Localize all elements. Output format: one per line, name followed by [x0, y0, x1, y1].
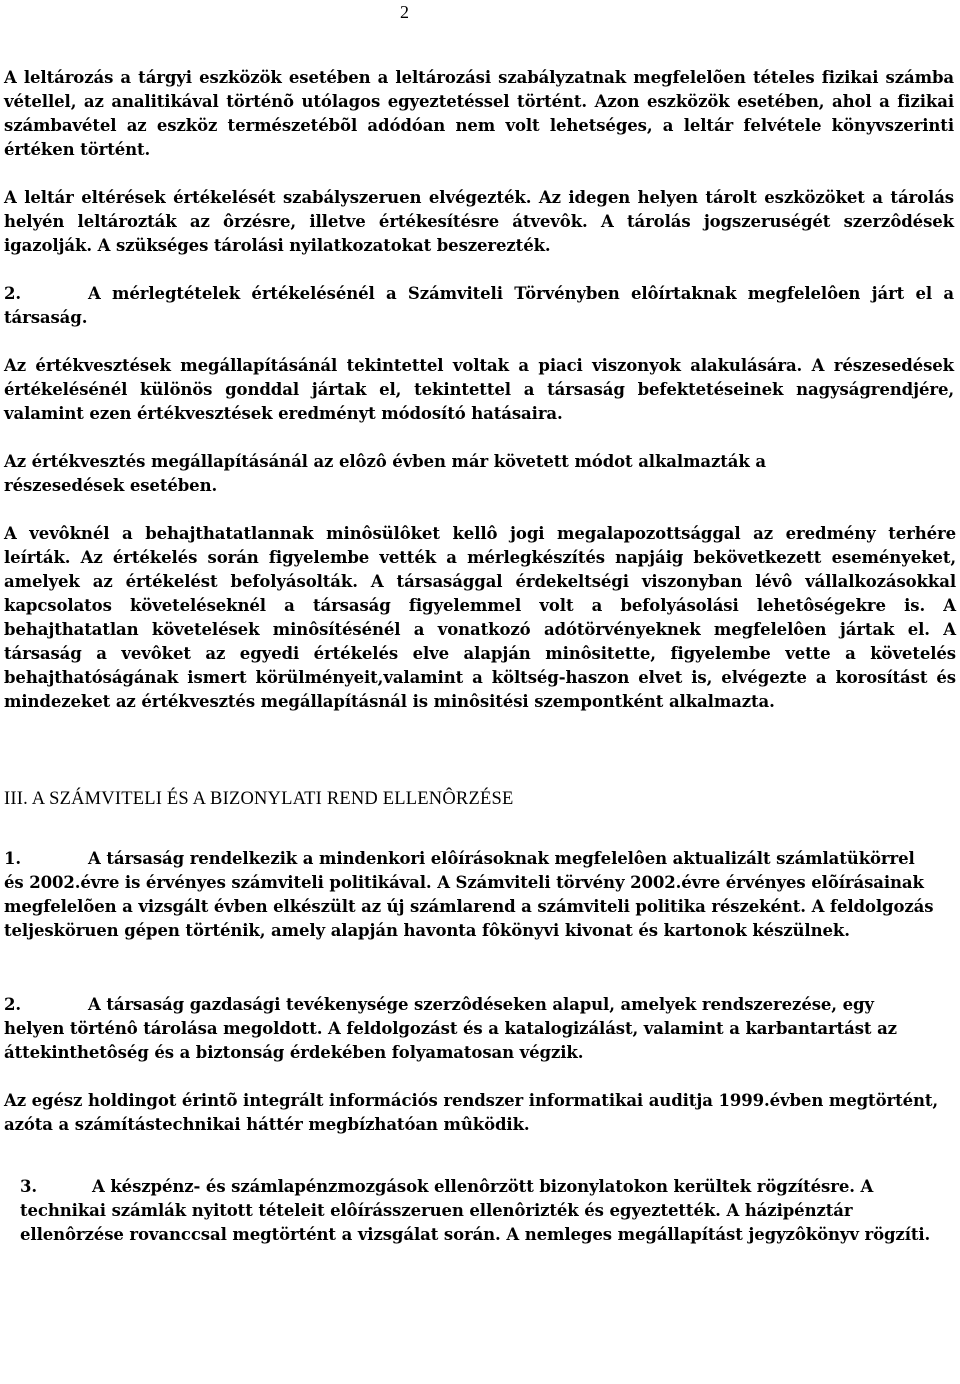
paragraph-chart-of-accounts — [4, 847, 934, 943]
paragraph-inventory: A leltározás a tárgyi eszközök esetében a leltározási szabályzatnak megfelelõen tételes fizikai számba vétellel, az analitikával történõ utólagos egyeztetéssel történt. Azon eszközök esetében, ahol a fizikai számbavétel az eszköz természetébõl adódóan nem volt lehetséges, a leltár felvétele könyvszerinti értéken történt. — [4, 68, 954, 159]
paragraph-contracts — [4, 993, 934, 1065]
document-body — [4, 66, 954, 1247]
paragraph-receivables: A vevôknél a behajthatatlannak minôsülôket kellô jogi megalapozottsággal az eredmény terhére leírták. Az értékelés során figyelembe vették a mérlegkészítés napjáig bekövetkezett eseményeket, amelyek az értékelést befolyásolták. A társasággal érdekeltségi viszonyban lévô vállalkozásokkal kapcsolatos követeléseknél a társaság figyelemmel volt a befolyásolási lehetôségekre is. A behajthatatlan követelések minôsítésénél a vonatkozó adótörvényeknek megfelelôen jártak el. A társaság a vevôket az egyedi értékelés elve alapján minôsitette, figyelembe vette a követelés behajthatóságának ismert körülményeit,valamint a költség-haszon elvet is, elvégezte a korosítást és mindezeket az értékvesztés megállapításnál is minôsitési szempontként alkalmazta. — [4, 524, 956, 711]
item-number: 2. — [4, 284, 22, 303]
paragraph-impairment-method: Az értékvesztés megállapításánál az elôzô évben már követett módot alkalmazták a részesedések esetében. — [4, 452, 766, 495]
paragraph-inventory-differences: A leltár eltérések értékelését szabályszeruen elvégezték. Az idegen helyen tárolt eszközöket a tárolás helyén leltározták az ôrzésre, illetve értékesítésre átvevôk. A tárolás jogszeruségét szerzôdések igazolják. A szükséges tárolási nyilatkozatokat beszerezték. — [4, 188, 954, 255]
item-number: 3. — [20, 1177, 38, 1196]
item-number: 1. — [4, 849, 22, 868]
paragraph-it-audit: Az egész holdingot érintõ integrált információs rendszer informatikai auditja 1999.évben megtörtént, azóta a számítástechnikai háttér megbízhatóan mûködik. — [4, 1091, 939, 1134]
item-text: A társaság rendelkezik a mindenkori elôírásoknak megfelelôen aktualizált számlatükörrel és 2002.évre is érvényes számviteli politikával. A Számviteli törvény 2002.évre érvényes elõírásainak megfelelõen a vizsgált évben elkészült az új számlarend a számviteli politika részeként. A feldolgozás teljesköruen gépen történik, amely alapján havonta fôkönyvi kivonat és kartonok készülnek. — [4, 849, 934, 940]
item-text: A mérlegtételek értékelésénél a Számviteli Törvényben elôírtaknak megfelelôen járt el a társaság. — [4, 284, 954, 327]
paragraph-cash-movements — [4, 1175, 950, 1247]
item-number: 2. — [4, 995, 22, 1014]
page-number: 2 — [400, 2, 409, 22]
item-text: A társaság gazdasági tevékenysége szerzôdéseken alapul, amelyek rendszerezése, egy helyen történô tárolása megoldott. A feldolgozást és a katalogizálást, valamint a karbantartást az áttekinthetôség és a biztonság érdekében folyamatosan végzik. — [4, 995, 897, 1062]
item-text: A készpénz- és számlapénzmozgások ellenôrzött bizonylatokon kerültek rögzítésre. A technikai számlák nyitott tételeit elôírásszeruen ellenôrizték és egyeztették. A házipénztár ellenôrzése rovanccsal megtörtént a vizsgálat során. A nemleges megállapítást jegyzôkönyv rögzíti. — [20, 1177, 931, 1244]
paragraph-impairment: Az értékvesztések megállapításánál tekintettel voltak a piaci viszonyok alakulására. A részesedések értékelésénél különös gonddal jártak el, tekintettel a társaság befektetéseinek nagyságrendjére, valamint ezen értékvesztések eredményt módosító hatásaira. — [4, 356, 954, 423]
section-heading: III. A SZÁMVITELI ÉS A BIZONYLATI REND ELLENÔRZÉSE — [4, 789, 514, 809]
paragraph-balance-items — [4, 282, 954, 330]
